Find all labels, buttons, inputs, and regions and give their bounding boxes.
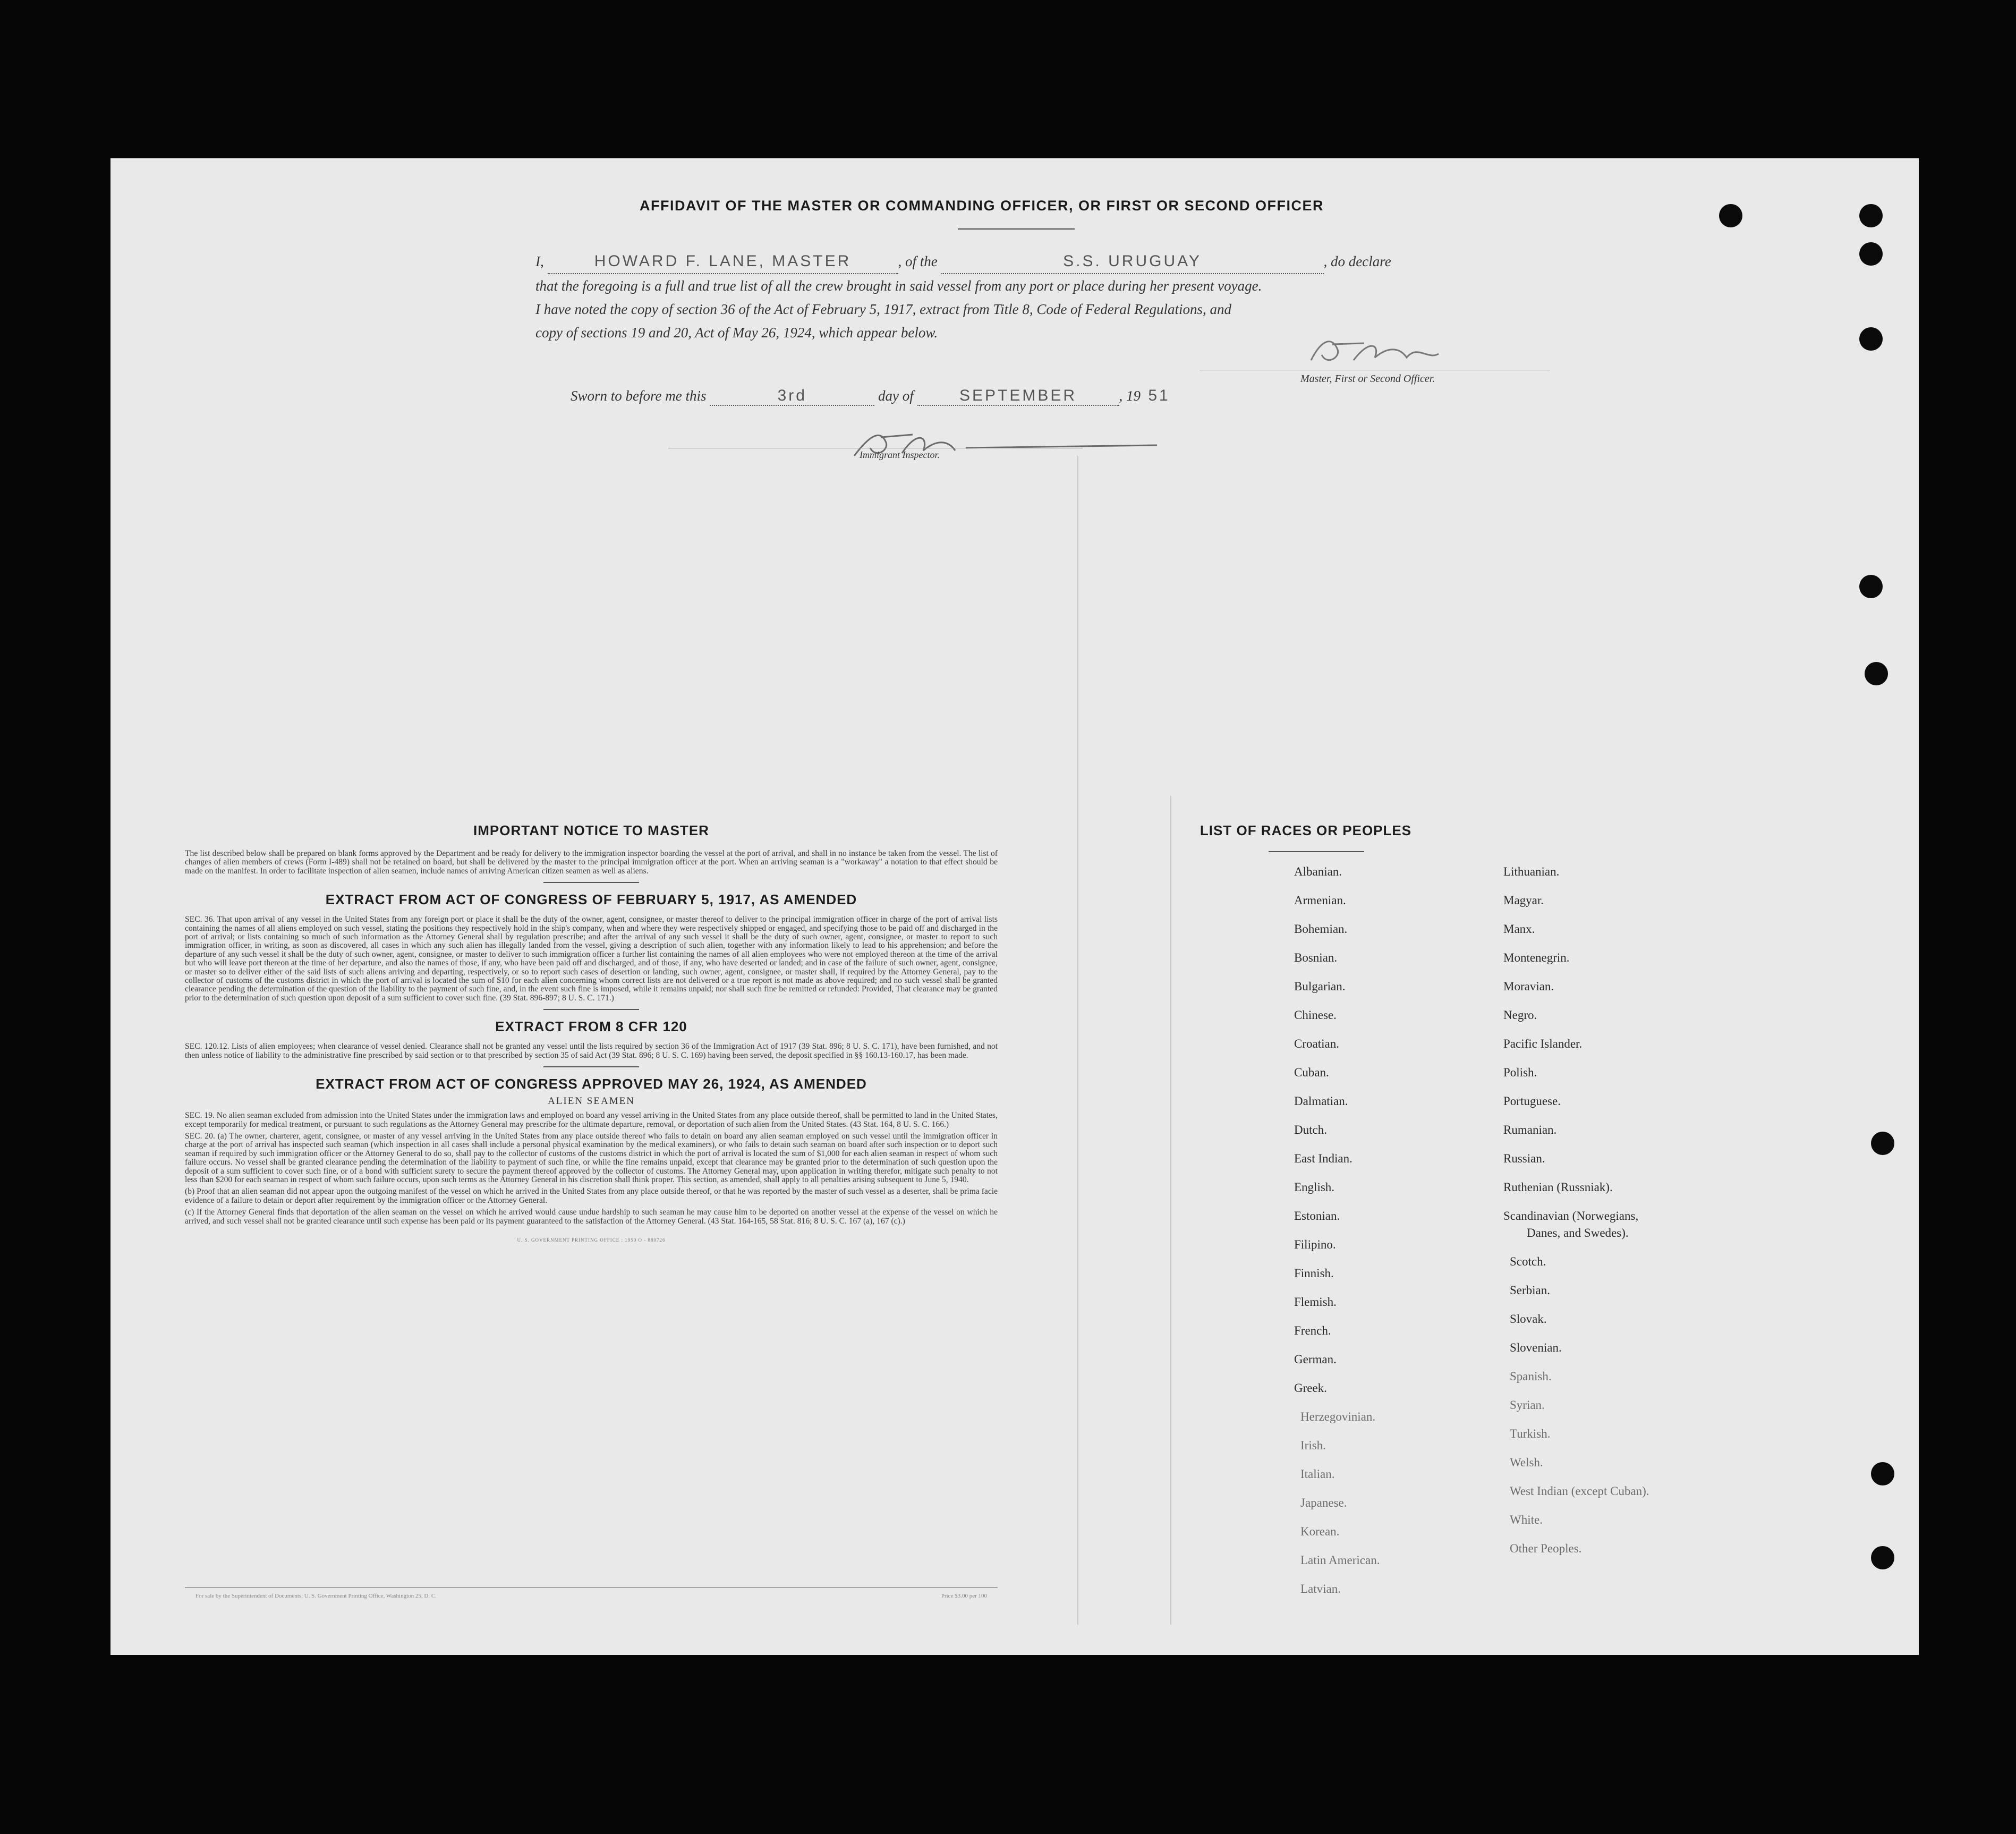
sec19-text: SEC. 19. No alien seaman excluded from admission into the United States under the immigration laws and employed on board any vessel arriving in the United States from any place outside thereof, shall be permitted to land in the United States, except temporarily for medical treatment, or pursuant to such regulations as the Attorney General may prescribe for the ultimate departure, removal, or deportation of such alien from the United States. (43 Stat. 164, 8 U. S. C. 166.) bbox=[185, 1111, 998, 1129]
race-item: Ruthenian (Russniak). bbox=[1503, 1181, 1613, 1194]
notice-heading: IMPORTANT NOTICE TO MASTER bbox=[473, 822, 709, 838]
race-item: Danes, and Swedes). bbox=[1527, 1226, 1629, 1239]
notice-text: The list described below shall be prepared on blank forms approved by the Department and be ready for delivery to the immigration inspector boarding the vessel at the port of arrival, and shall in no instance be taken from the vessel. The list of changes of alien members of crews (Form I-489) shall not be retained on board, but shall be delivered by the master to the principal immigration officer at the port. When an arriving seaman is a "workaway" a notation to that effect should be made on the manifest. In order to facilitate inspection of alien seamen, include names of arriving American citizen seamen as well as aliens. bbox=[185, 849, 998, 876]
race-item: Spanish. bbox=[1510, 1370, 1552, 1383]
declare-text: , do declare bbox=[1323, 253, 1391, 269]
sworn-prefix: Sworn to before me this bbox=[571, 388, 707, 404]
race-item: Dalmatian. bbox=[1294, 1094, 1348, 1108]
race-item: Portuguese. bbox=[1503, 1094, 1561, 1108]
race-item: Bulgarian. bbox=[1294, 980, 1346, 993]
punch-hole bbox=[1871, 1132, 1894, 1155]
race-item: Filipino. bbox=[1294, 1238, 1336, 1251]
vessel-name-field: S.S. URUGUAY bbox=[941, 250, 1324, 274]
race-item: Other Peoples. bbox=[1510, 1542, 1582, 1555]
race-item: West Indian (except Cuban). bbox=[1510, 1484, 1649, 1498]
race-item: Polish. bbox=[1503, 1066, 1537, 1079]
punch-hole bbox=[1859, 575, 1883, 598]
race-item: Lithuanian. bbox=[1503, 865, 1560, 878]
races-right-column bbox=[1503, 865, 1769, 1609]
race-item: Welsh. bbox=[1510, 1456, 1543, 1469]
inspector-label: Immigrant Inspector. bbox=[860, 449, 940, 460]
extract-1917-heading: EXTRACT FROM ACT OF CONGRESS OF FEBRUARY 5, 1917, AS AMENDED bbox=[325, 891, 857, 908]
footer-rule bbox=[185, 1587, 998, 1588]
race-item: Latin American. bbox=[1300, 1553, 1380, 1567]
race-item: Chinese. bbox=[1294, 1008, 1337, 1022]
extract-cfr-heading: EXTRACT FROM 8 CFR 120 bbox=[495, 1018, 687, 1035]
race-item: German. bbox=[1294, 1353, 1337, 1366]
race-item: Scotch. bbox=[1510, 1255, 1546, 1268]
race-item: Dutch. bbox=[1294, 1123, 1327, 1136]
race-item: Irish. bbox=[1300, 1439, 1326, 1452]
sworn-day-field: 3rd bbox=[710, 387, 874, 406]
race-item: Turkish. bbox=[1510, 1427, 1551, 1440]
section-divider bbox=[543, 1066, 639, 1067]
of-the-text: , of the bbox=[898, 253, 938, 269]
affidavit-line-3: I have noted the copy of section 36 of the Act of February 5, 1917, extract from Title 8, Code of Federal Regulations, and bbox=[535, 301, 1232, 317]
race-item: Japanese. bbox=[1300, 1496, 1347, 1509]
race-item: Scandinavian (Norwegians, bbox=[1503, 1209, 1639, 1222]
punch-hole bbox=[1859, 204, 1883, 227]
race-item: Armenian. bbox=[1294, 894, 1346, 907]
race-item: Montenegrin. bbox=[1503, 951, 1570, 964]
affidavit-line-2: that the foregoing is a full and true list of all the crew brought in said vessel from any port or place during her present voyage. bbox=[535, 278, 1262, 294]
sworn-month-field: SEPTEMBER bbox=[917, 387, 1119, 406]
race-item: Russian. bbox=[1503, 1152, 1545, 1165]
race-item: Slovak. bbox=[1510, 1312, 1547, 1326]
sec20c-text: (c) If the Attorney General finds that deportation of the alien seaman on the vessel on which he arrived would cause undue hardship to such seaman he may cause him to be deported on another vessel at the expense of the vessel on which he arrived, and such vessel shall not be granted clearance until such expense has been paid or its payment guaranteed to the satisfaction of the Attorney General. (43 Stat. 164-165, 58 Stat. 816; 8 U. S. C. 167 (a), 167 (c).) bbox=[185, 1208, 998, 1226]
race-item: Albanian. bbox=[1294, 865, 1342, 878]
punch-hole bbox=[1871, 1462, 1894, 1485]
punch-hole bbox=[1865, 662, 1888, 685]
gpo-imprint: U. S. GOVERNMENT PRINTING OFFICE : 1950 O - 880726 bbox=[517, 1237, 666, 1243]
race-item: Magyar. bbox=[1503, 894, 1544, 907]
punch-hole bbox=[1859, 327, 1883, 351]
race-item: Latvian. bbox=[1300, 1582, 1341, 1595]
title-divider bbox=[958, 228, 1075, 230]
master-signature bbox=[1300, 328, 1619, 376]
race-item: Manx. bbox=[1503, 922, 1535, 936]
race-item: Cuban. bbox=[1294, 1066, 1329, 1079]
race-item: East Indian. bbox=[1294, 1152, 1352, 1165]
fold-line-right bbox=[1170, 796, 1171, 1625]
race-item: Greek. bbox=[1294, 1381, 1327, 1395]
races-divider bbox=[1269, 851, 1364, 852]
extract-1924-heading: EXTRACT FROM ACT OF CONGRESS APPROVED MAY 26, 1924, AS AMENDED bbox=[316, 1076, 867, 1092]
race-item: White. bbox=[1510, 1513, 1543, 1526]
race-item: Italian. bbox=[1300, 1467, 1335, 1481]
year-prefix: , 19 bbox=[1119, 388, 1141, 404]
extract-cfr-text: SEC. 120.12. Lists of alien employees; when clearance of vessel denied. Clearance shall not be granted any vessel until the lists required by section 36 of the Immigration Act of 1917 (39 Stat. 896; 8 U. S. C. 171), have been furnished, and not then unless notice of liability to the administrative fine prescribed by said section or to that prescribed by section 35 of said Act (39 Stat. 896; 8 U. S. C. 169) having been served, the deposit specified in §§ 160.13-160.17, has been made. bbox=[185, 1042, 998, 1060]
day-of-text: day of bbox=[878, 388, 914, 404]
affidavit-line-4: copy of sections 19 and 20, Act of May 26, 1924, which appear below. bbox=[535, 325, 938, 341]
extract-1917-text: SEC. 36. That upon arrival of any vessel in the United States from any foreign port or place it shall be the duty of the owner, agent, consignee, or master thereof to deliver to the principal immigration officer in charge of the port of arrival lists containing the names of all aliens employed on such vessel, stating the positions they respectively hold in the ship's company, when and where they were respectively shipped or engaged, and specifying those to be paid off and discharged in the port of arrival; or lists containing so much of such information as the Attorney General shall by regulation prescribe; and after the arrival of any such vessel it shall be the duty of such owner, agent, consignee, or master to report to such immigration officer, in writing, as soon as discovered, all cases in which any such alien has illegally landed from the vessel, giving a description of such alien, together with any information likely to lead to his apprehension; and before the departure of any such vessel it shall be the duty of such owner, agent, consignee, or master to deliver to such immigration officer a further list containing the names of all alien employees who were not employed thereon at the time of the arrival but who will leave port thereon at the time of her departure, and also the names of those, if any, who have been paid off and discharged, and of those, if any, who have deserted or landed; and in case of the failure of such owner, agent, consignee, or master so to deliver either of the said lists of such aliens arriving and departing, respectively, or so to report such cases of desertion or landing, such owner, agent, consignee, or master shall, if required by the Attorney General, pay to the collector of customs of the customs district in which the port of arrival is located the sum of $10 for each alien concerning whom correct lists are not delivered or a true report is not made as above required; and no such vessel shall be granted clearance pending the determination of the question of the liability to the payment of such fine, and, in the event such fine is imposed, while it remains unpaid; nor shall such fine be remitted or refunded: Provided, That clearance may be granted prior to the determination of such question upon deposit of a sum sufficient to cover such fine. (39 Stat. 896-897; 8 U. S. C. 171.) bbox=[185, 915, 998, 1003]
affidavit-prefix: I, bbox=[535, 253, 544, 269]
page-title: AFFIDAVIT OF THE MASTER OR COMMANDING OFFICER, OR FIRST OR SECOND OFFICER bbox=[640, 198, 1324, 214]
signer-label: Master, First or Second Officer. bbox=[1300, 373, 1435, 385]
race-item: Korean. bbox=[1300, 1525, 1340, 1538]
punch-hole bbox=[1871, 1546, 1894, 1569]
affidavit-line-1 bbox=[535, 250, 1640, 274]
race-item: Flemish. bbox=[1294, 1295, 1337, 1309]
race-item: Moravian. bbox=[1503, 980, 1554, 993]
sworn-year-field: 51 bbox=[1148, 387, 1170, 404]
sec20b-text: (b) Proof that an alien seaman did not appear upon the outgoing manifest of the vessel on which he arrived in the United States from any place outside thereof, or that he was reported by the master of such vessel as a deserter, shall be prima facie evidence of a failure to detain or deport after requirement by the immigration officer or the Attorney General. bbox=[185, 1187, 998, 1205]
race-item: Negro. bbox=[1503, 1008, 1537, 1022]
section-divider bbox=[543, 882, 639, 883]
race-item: Pacific Islander. bbox=[1503, 1037, 1583, 1050]
race-item: Croatian. bbox=[1294, 1037, 1339, 1050]
fold-line-left bbox=[1077, 456, 1078, 1625]
document-sheet bbox=[110, 158, 1919, 1655]
race-item: Syrian. bbox=[1510, 1398, 1545, 1412]
footer bbox=[195, 1593, 987, 1599]
footer-sale-text: For sale by the Superintendent of Documents, U. S. Government Printing Office, Washington 25, D. C. bbox=[195, 1593, 437, 1599]
sec20a-text: SEC. 20. (a) The owner, charterer, agent, consignee, or master of any vessel arriving in the United States from any place outside thereof who fails to detain on board any alien seaman employed on such vessel until the immigration officer in charge at the port of arrival has inspected such seaman (which inspection in all cases shall include a personal physical examination by the medical examiners), or who fails to detain such seaman on board after such inspection or to deport such seaman if required by such immigration officer or the Attorney General to do so, shall pay to the collector of customs of the customs district in which the port of arrival is located the sum of $1,000 for each alien seaman in respect of whom such failure occurs. No vessel shall be granted clearance pending the determination of the liability to payment of such fine, or while the fine remains unpaid, except that clearance may be granted prior to the determination of such question upon the deposit of a sum sufficient to cover such fine, or of a bond with sufficient surety to secure the payment thereof approved by the collector of customs. The Attorney General may, upon application in writing therefor, mitigate such penalty to not less than $200 for each seaman in respect of whom such failure occurs, upon such terms as the Attorney General in his discretion shall think proper. This section, as amended, shall apply to all penalties arising subsequent to June 5, 1940. bbox=[185, 1131, 998, 1184]
race-item: Bohemian. bbox=[1294, 922, 1348, 936]
race-item: French. bbox=[1294, 1324, 1331, 1337]
punch-hole bbox=[1719, 204, 1742, 227]
race-item: Herzegovinian. bbox=[1300, 1410, 1376, 1423]
race-item: Rumanian. bbox=[1503, 1123, 1557, 1136]
footer-price: Price $3.00 per 100 bbox=[941, 1593, 987, 1599]
alien-seamen-subheading: ALIEN SEAMEN bbox=[548, 1096, 635, 1107]
sworn-line bbox=[571, 387, 1178, 406]
punch-hole bbox=[1859, 242, 1883, 266]
race-item: Serbian. bbox=[1510, 1284, 1551, 1297]
race-item: English. bbox=[1294, 1181, 1335, 1194]
races-left-column bbox=[1294, 865, 1453, 1609]
races-heading: LIST OF RACES OR PEOPLES bbox=[1200, 822, 1412, 838]
section-divider bbox=[543, 1009, 639, 1010]
race-item: Finnish. bbox=[1294, 1267, 1334, 1280]
race-item: Bosnian. bbox=[1294, 951, 1338, 964]
race-item: Slovenian. bbox=[1510, 1341, 1562, 1354]
legal-notice-column bbox=[185, 822, 998, 1243]
master-name-field: HOWARD F. LANE, MASTER bbox=[548, 250, 898, 274]
race-item: Estonian. bbox=[1294, 1209, 1340, 1222]
